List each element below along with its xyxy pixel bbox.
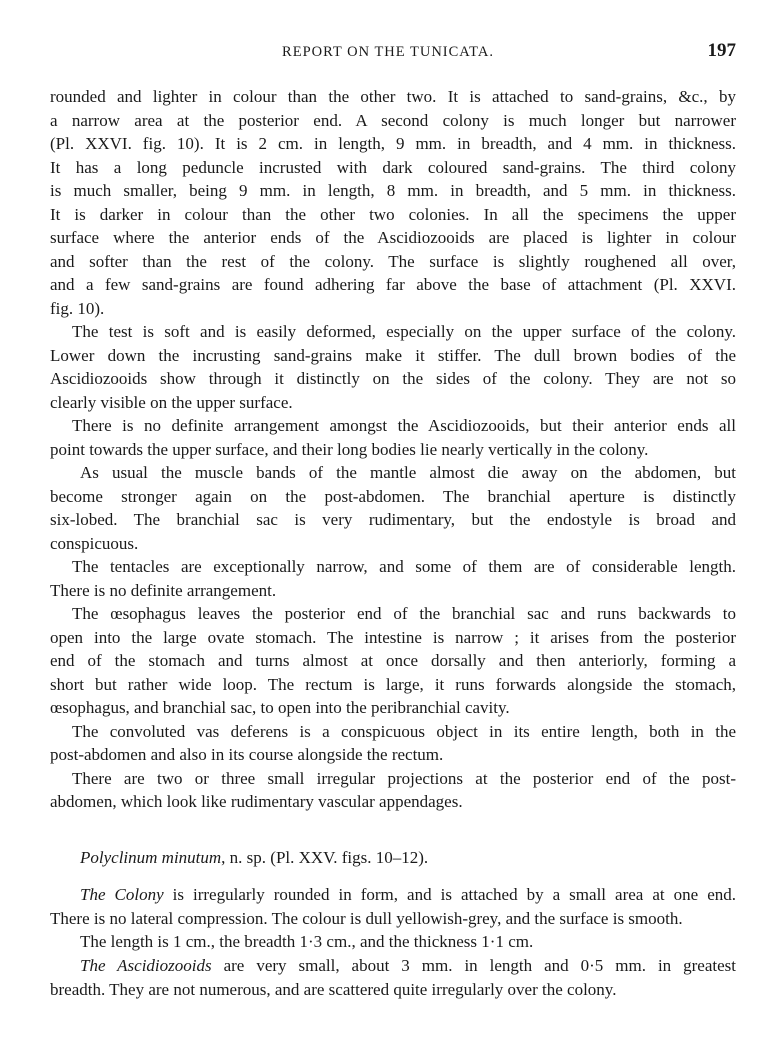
paragraph-line: There is no lateral compression. The colour is dull yellowish-grey, and the surface is smooth. [50, 908, 683, 928]
paragraph-line [50, 954, 736, 978]
paragraph-line: a narrow area at the posterior end. A second colony is much longer but narrower [50, 110, 736, 130]
page-number: 197 [707, 40, 736, 61]
paragraph-line: end of the stomach and turns almost at once dorsally and then anteriorly, forming a [50, 651, 736, 670]
paragraph [50, 320, 736, 414]
paragraph-line [50, 883, 736, 907]
paragraph-line: short but rather wide loop. The rectum is large, it runs forwards alongside the stomach, [50, 674, 736, 694]
colony-text: is irregularly rounded in form, and is attached by a small area at one end. [163, 885, 736, 904]
paragraph-line: is much smaller, being 9 mm. in length, 8 mm. in breadth, and 5 mm. in thickness. [50, 181, 736, 200]
paragraph-line: conspicuous. [50, 533, 139, 553]
paragraph-line: œsophagus, and branchial sac, to open into the peribranchial cavity. [50, 698, 510, 717]
paragraph-line: The length is 1 cm., the breadth 1·3 cm., and the thickness 1·1 cm. [80, 932, 534, 952]
paragraph-line: The test is soft and is easily deformed, especially on the upper surface of the colony. [72, 322, 736, 341]
paragraph-line: breadth. They are not numerous, and are scattered quite irregularly over the colony. [50, 979, 617, 999]
paragraph-line: As usual the muscle bands of the mantle almost die away on the abdomen, but [80, 463, 736, 482]
species-description [50, 883, 736, 1001]
colony-label: The Colony [80, 885, 164, 904]
paragraph-line: The tentacles are exceptionally narrow, and some of them are of considerable length. [72, 557, 736, 576]
paragraph-line: open into the large ovate stomach. The intestine is narrow ; it arises from the posterior [50, 627, 736, 647]
paragraph [50, 720, 736, 767]
paragraph-line: become stronger again on the post-abdomen. The branchial aperture is distinctly [50, 486, 736, 506]
paragraph-line: and softer than the rest of the colony. The surface is slightly roughened all over, [50, 251, 736, 271]
paragraph-line: There is no definite arrangement amongst the Ascidiozooids, but their anterior ends all [72, 416, 736, 435]
paragraph-line: and a few sand-grains are found adhering far above the base of attachment (Pl. XXVI. [50, 275, 736, 294]
paragraph-line: clearly visible on the upper surface. [50, 392, 293, 412]
paragraph-line: abdomen, which look like rudimentary vascular appendages. [50, 792, 463, 811]
zooids-text: are very small, about 3 mm. in length and 0·5 mm. in greatest [211, 956, 736, 976]
paragraph-line: rounded and lighter in colour than the other two. It is attached to sand-grains, &c., by [50, 87, 736, 106]
paragraph-line: The œsophagus leaves the posterior end of the branchial sac and runs backwards to [72, 604, 736, 623]
paragraph-line: point towards the upper surface, and their long bodies lie nearly vertically in the colony. [50, 439, 649, 459]
species-heading [50, 846, 736, 870]
paragraph-line: It is darker in colour than the other two colonies. In all the specimens the upper [50, 204, 736, 224]
paragraph-line: There are two or three small irregular projections at the posterior end of the post- [72, 768, 736, 788]
paragraph-line: six-lobed. The branchial sac is very rudimentary, but the endostyle is broad and [50, 510, 736, 529]
paragraph [50, 414, 736, 461]
running-title: REPORT ON THE TUNICATA. [282, 44, 494, 60]
paragraph-line: Ascidiozooids show through it distinctly on the sides of the colony. They are not so [50, 369, 736, 388]
paragraph [50, 85, 736, 320]
paragraph [50, 602, 736, 720]
species-name: Polyclinum minutum [80, 848, 222, 867]
paragraph-line: It has a long peduncle incrusted with dark coloured sand-grains. The third colony [50, 157, 736, 177]
paragraph [50, 555, 736, 602]
body-text [50, 85, 736, 814]
paragraph-line: The convoluted vas deferens is a conspicuous object in its entire length, both in the [72, 721, 736, 741]
paragraph-line: (Pl. XXVI. fig. 10). It is 2 cm. in length, 9 mm. in breadth, and 4 mm. in thickness. [50, 134, 736, 153]
paragraph-line: Lower down the incrusting sand-grains make it stiffer. The dull brown bodies of the [50, 345, 736, 365]
paragraph-line: post-abdomen and also in its course alongside the rectum. [50, 745, 444, 764]
paragraph-line: surface where the anterior ends of the Ascidiozooids are placed is lighter in colour [50, 228, 736, 247]
species-reference: , n. sp. (Pl. XXV. figs. 10–12). [221, 848, 429, 867]
paragraph-line: fig. 10). [50, 298, 105, 318]
paragraph [50, 461, 736, 555]
zooids-label: The Ascidiozooids [80, 956, 212, 976]
paragraph [50, 767, 736, 814]
paragraph-line: There is no definite arrangement. [50, 580, 277, 600]
